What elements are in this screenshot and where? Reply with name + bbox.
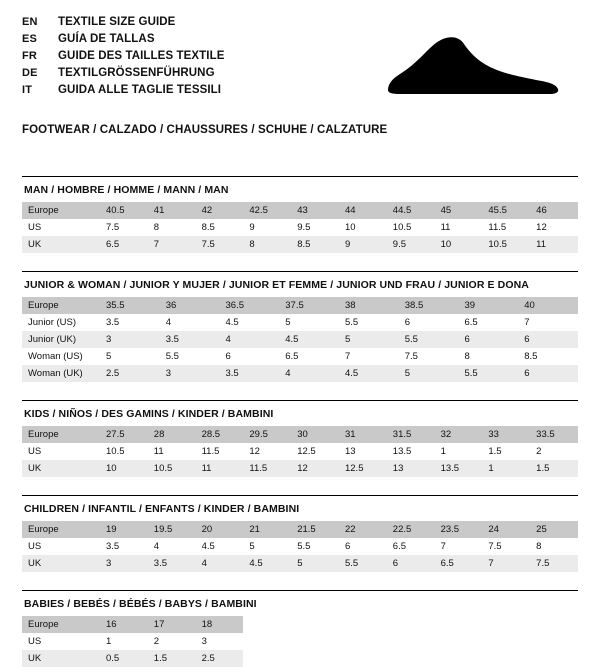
cell: 6.5 — [100, 236, 148, 253]
cell: 2 — [536, 446, 542, 457]
cell: 28.5 — [196, 426, 244, 443]
table-row — [22, 365, 578, 382]
divider — [22, 495, 578, 496]
size-table-children — [22, 521, 578, 572]
cell: 7 — [148, 236, 196, 253]
cell: 11.5 — [201, 446, 220, 457]
table-row — [22, 314, 578, 331]
cell: 7 — [524, 317, 530, 328]
cell: 3.5 — [220, 365, 280, 382]
cell: 7 — [345, 351, 351, 362]
language-title: GUÍA DE TALLAS — [58, 33, 155, 45]
cell: 5.5 — [339, 555, 387, 572]
cell: 37.5 — [279, 297, 339, 314]
language-code: ES — [22, 33, 38, 45]
section-title: CHILDREN / INFANTIL / ENFANTS / KINDER / BAMBINI — [24, 503, 300, 515]
cell: 30 — [291, 426, 339, 443]
table-row — [22, 443, 578, 460]
cell: 5.5 — [165, 351, 179, 362]
cell: 3.5 — [106, 541, 120, 552]
cell: 1.5 — [530, 460, 578, 477]
cell: 38.5 — [399, 297, 459, 314]
cell: 1 — [106, 636, 112, 647]
cell: 10.5 — [392, 222, 412, 233]
section-title: KIDS / NIÑOS / DES GAMINS / KINDER / BAMBINI — [24, 408, 274, 420]
cell-empty — [243, 633, 291, 650]
table-row — [22, 538, 578, 555]
cell: 19.5 — [148, 521, 196, 538]
divider — [22, 400, 578, 401]
cell: 0.5 — [100, 650, 148, 667]
cell: 36.5 — [220, 297, 280, 314]
cell: 8 — [243, 236, 291, 253]
cell: 40.5 — [100, 202, 148, 219]
cell-empty — [291, 633, 339, 650]
cell: 11 — [440, 222, 451, 233]
cell: 10 — [344, 222, 356, 233]
cell: 27.5 — [100, 426, 148, 443]
cell: 6 — [518, 365, 578, 382]
cell: 11.5 — [488, 222, 507, 233]
cell: 42 — [196, 202, 244, 219]
table-row — [22, 650, 578, 667]
cell-empty — [482, 616, 530, 633]
size-table-man — [22, 202, 578, 253]
cell: 8 — [536, 541, 542, 552]
cell: 23.5 — [435, 521, 483, 538]
cell: 4.5 — [243, 555, 291, 572]
cell: 1.5 — [148, 650, 196, 667]
table-row — [22, 616, 578, 633]
cell: 8.5 — [291, 236, 339, 253]
row-label: Junior (UK) — [22, 331, 100, 348]
cell: 10 — [100, 460, 148, 477]
cell: 5.5 — [345, 317, 359, 328]
cell: 5.5 — [297, 541, 311, 552]
cell-empty — [243, 616, 291, 633]
row-label: UK — [22, 555, 100, 572]
cell: 13 — [344, 446, 356, 457]
cell: 11 — [196, 460, 244, 477]
cell: 44 — [339, 202, 387, 219]
language-row — [22, 14, 578, 31]
language-title: GUIDA ALLE TAGLIE TESSILI — [58, 84, 222, 96]
cell: 3 — [100, 331, 160, 348]
table-row — [22, 219, 578, 236]
cell: 3.5 — [148, 555, 196, 572]
cell: 29.5 — [243, 426, 291, 443]
divider — [22, 271, 578, 272]
cell: 12.5 — [297, 446, 316, 457]
language-title: TEXTILGRÖSSENFÜHRUNG — [58, 67, 215, 79]
section-children — [22, 495, 578, 572]
cell-empty — [387, 633, 435, 650]
row-label: US — [28, 222, 42, 233]
cell: 7 — [482, 555, 530, 572]
cell-empty — [435, 650, 483, 667]
row-label: Junior (US) — [28, 317, 77, 328]
cell-empty — [530, 616, 578, 633]
cell: 12 — [249, 446, 260, 457]
language-title: TEXTILE SIZE GUIDE — [58, 16, 176, 28]
cell: 12 — [291, 460, 339, 477]
row-label: US — [28, 636, 42, 647]
section-title: JUNIOR & WOMAN / JUNIOR Y MUJER / JUNIOR ET FEMME / JUNIOR UND FRAU / JUNIOR E DONA — [24, 279, 529, 291]
cell: 19 — [100, 521, 148, 538]
cell: 9.5 — [297, 222, 311, 233]
cell: 17 — [148, 616, 196, 633]
row-label: Europe — [22, 616, 100, 633]
table-row — [22, 521, 578, 538]
language-code: IT — [22, 84, 33, 96]
cell: 7.5 — [530, 555, 578, 572]
section-junior-woman — [22, 271, 578, 382]
cell: 20 — [196, 521, 244, 538]
cell: 4.5 — [279, 331, 339, 348]
cell-empty — [387, 616, 435, 633]
cell: 10.5 — [482, 236, 530, 253]
cell: 16 — [100, 616, 148, 633]
cell: 13.5 — [392, 446, 412, 457]
cell-empty — [387, 650, 435, 667]
cell: 6 — [459, 331, 519, 348]
cell: 1.5 — [488, 446, 502, 457]
table-row — [22, 426, 578, 443]
cell: 6.5 — [435, 555, 483, 572]
cell: 25 — [530, 521, 578, 538]
row-label: Europe — [22, 426, 100, 443]
cell: 3.5 — [160, 331, 220, 348]
cell: 8 — [153, 222, 160, 233]
cell: 6.5 — [285, 351, 299, 362]
cell: 22.5 — [387, 521, 435, 538]
cell-empty — [530, 650, 578, 667]
cell: 42.5 — [243, 202, 291, 219]
cell: 18 — [196, 616, 244, 633]
cell-empty — [530, 633, 578, 650]
cell: 4 — [165, 317, 172, 328]
cell: 4 — [153, 541, 160, 552]
cell-empty — [435, 616, 483, 633]
cell: 24 — [482, 521, 530, 538]
cell: 31.5 — [387, 426, 435, 443]
row-label: Europe — [22, 521, 100, 538]
row-label: Woman (US) — [28, 351, 83, 362]
row-label: UK — [22, 236, 100, 253]
row-label: US — [28, 541, 42, 552]
language-code: FR — [22, 50, 38, 62]
table-row — [22, 633, 578, 650]
cell: 5 — [285, 317, 291, 328]
table-row — [22, 555, 578, 572]
cell: 6 — [387, 555, 435, 572]
table-row — [22, 331, 578, 348]
cell: 10.5 — [106, 446, 125, 457]
table-row — [22, 202, 578, 219]
cell: 6 — [344, 541, 351, 552]
cell: 6 — [518, 331, 578, 348]
section-title: MAN / HOMBRE / HOMME / MANN / MAN — [24, 184, 229, 196]
cell: 4 — [220, 331, 280, 348]
cell: 28 — [148, 426, 196, 443]
cell: 8 — [464, 351, 470, 362]
cell: 11 — [530, 236, 578, 253]
cell: 7.5 — [404, 351, 418, 362]
cell: 35.5 — [100, 297, 160, 314]
size-table-kids — [22, 426, 578, 477]
cell: 12 — [536, 222, 547, 233]
cell: 10 — [435, 236, 483, 253]
cell: 3 — [201, 636, 207, 647]
cell: 12.5 — [339, 460, 387, 477]
cell: 8.5 — [524, 351, 538, 362]
page-header — [22, 14, 578, 110]
cell: 1 — [482, 460, 530, 477]
table-row — [22, 460, 578, 477]
cell: 6 — [225, 351, 231, 362]
cell: 5 — [399, 365, 459, 382]
table-row — [22, 348, 578, 365]
cell: 2.5 — [196, 650, 244, 667]
cell: 3 — [100, 555, 148, 572]
cell: 4 — [279, 365, 339, 382]
cell: 13 — [387, 460, 435, 477]
cell: 33.5 — [530, 426, 578, 443]
cell: 45.5 — [482, 202, 530, 219]
cell-empty — [482, 633, 530, 650]
section-babies — [22, 590, 578, 667]
cell-empty — [339, 650, 387, 667]
section-kids — [22, 400, 578, 477]
cell: 45 — [435, 202, 483, 219]
cell-empty — [291, 616, 339, 633]
dress-shoe-icon — [378, 32, 568, 102]
cell-empty — [291, 650, 339, 667]
row-label: US — [28, 446, 42, 457]
cell: 31 — [339, 426, 387, 443]
section-title: BABIES / BEBÉS / BÉBÉS / BABYS / BAMBINI — [24, 598, 257, 610]
row-label: Woman (UK) — [22, 365, 100, 382]
cell: 32 — [435, 426, 483, 443]
cell: 2 — [153, 636, 160, 647]
language-code: DE — [22, 67, 38, 79]
cell: 2.5 — [100, 365, 160, 382]
cell: 43 — [291, 202, 339, 219]
divider — [22, 176, 578, 177]
table-row — [22, 297, 578, 314]
cell: 3.5 — [106, 317, 120, 328]
cell: 21 — [243, 521, 291, 538]
language-title: GUIDE DES TAILLES TEXTILE — [58, 50, 225, 62]
cell: 5 — [106, 351, 112, 362]
cell: 7.5 — [106, 222, 120, 233]
cell: 5 — [291, 555, 339, 572]
cell: 5 — [249, 541, 255, 552]
size-table-junior-woman — [22, 297, 578, 382]
cell: 11 — [153, 446, 164, 457]
cell: 40 — [518, 297, 578, 314]
size-table-babies — [22, 616, 578, 667]
row-label: UK — [22, 650, 100, 667]
cell: 6.5 — [464, 317, 478, 328]
cell: 22 — [339, 521, 387, 538]
cell: 6.5 — [392, 541, 406, 552]
cell: 4.5 — [339, 365, 399, 382]
cell: 44.5 — [387, 202, 435, 219]
cell: 38 — [339, 297, 399, 314]
cell-empty — [482, 650, 530, 667]
cell-empty — [435, 633, 483, 650]
row-label: Europe — [22, 297, 100, 314]
cell: 5.5 — [399, 331, 459, 348]
category-line: FOOTWEAR / CALZADO / CHAUSSURES / SCHUHE / CALZATURE — [22, 124, 388, 136]
cell: 3 — [160, 365, 220, 382]
cell: 7.5 — [488, 541, 502, 552]
cell: 36 — [160, 297, 220, 314]
row-label: Europe — [22, 202, 100, 219]
row-label: UK — [22, 460, 100, 477]
cell: 33 — [482, 426, 530, 443]
divider — [22, 590, 578, 591]
cell: 5.5 — [459, 365, 519, 382]
cell-empty — [339, 616, 387, 633]
cell: 41 — [148, 202, 196, 219]
cell: 9 — [339, 236, 387, 253]
cell: 4.5 — [225, 317, 239, 328]
cell: 11.5 — [243, 460, 291, 477]
section-man — [22, 176, 578, 253]
cell: 39 — [459, 297, 519, 314]
cell: 10.5 — [148, 460, 196, 477]
cell: 7.5 — [196, 236, 244, 253]
table-row — [22, 236, 578, 253]
cell: 46 — [530, 202, 578, 219]
cell-empty — [243, 650, 291, 667]
cell-empty — [339, 633, 387, 650]
cell: 21.5 — [291, 521, 339, 538]
cell: 7 — [440, 541, 446, 552]
cell: 9.5 — [387, 236, 435, 253]
cell: 5 — [339, 331, 399, 348]
language-code: EN — [22, 16, 38, 28]
cell: 8.5 — [201, 222, 215, 233]
cell: 13.5 — [435, 460, 483, 477]
cell: 9 — [249, 222, 255, 233]
cell: 6 — [404, 317, 411, 328]
cell: 4 — [196, 555, 244, 572]
cell: 1 — [440, 446, 446, 457]
cell: 4.5 — [201, 541, 215, 552]
